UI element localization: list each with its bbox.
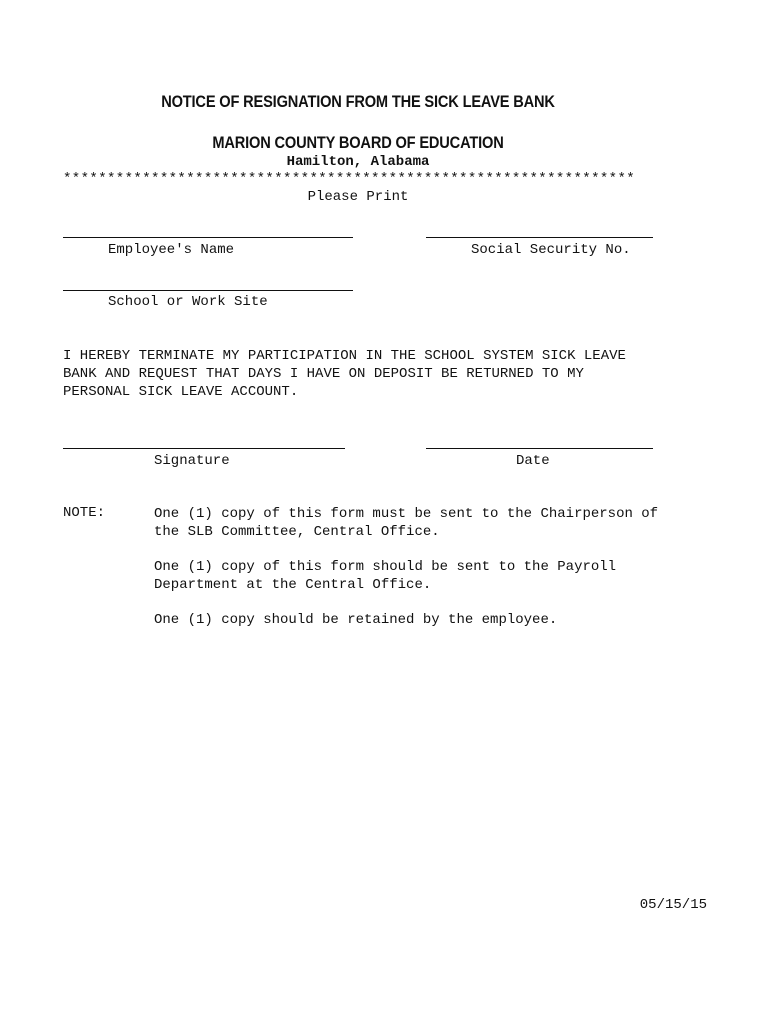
- organization-location: Hamilton, Alabama: [286, 154, 430, 170]
- date-line[interactable]: [426, 448, 653, 449]
- termination-statement: I HEREBY TERMINATE MY PARTICIPATION IN THE SCHOOL SYSTEM SICK LEAVE BANK AND REQUEST THAT DAYS I HAVE ON DEPOSIT BE RETURNED TO MY PERSONAL SICK LEAVE ACCOUNT.: [63, 348, 626, 400]
- print-instruction: Please Print: [307, 189, 409, 205]
- ssn-line[interactable]: [426, 237, 653, 238]
- note-heading: NOTE:: [63, 505, 106, 521]
- form-title: NOTICE OF RESIGNATION FROM THE SICK LEAVE BANK: [161, 92, 555, 111]
- note-item-employee: One (1) copy should be retained by the employee.: [154, 612, 558, 628]
- employee-name-line[interactable]: [63, 237, 353, 238]
- revision-date: 05/15/15: [639, 897, 707, 913]
- note-item-chairperson: One (1) copy of this form must be sent to the Chairperson of the SLB Committee, Central Office.: [154, 506, 659, 540]
- signature-label: Signature: [154, 453, 230, 469]
- employee-name-label: Employee's Name: [108, 242, 235, 258]
- date-label: Date: [516, 453, 550, 469]
- school-line[interactable]: [63, 290, 353, 291]
- school-label: School or Work Site: [108, 294, 268, 310]
- organization-name: MARION COUNTY BOARD OF EDUCATION: [212, 133, 504, 152]
- signature-line[interactable]: [63, 448, 345, 449]
- asterisk-separator: *****************************************************************: [63, 171, 636, 187]
- note-item-payroll: One (1) copy of this form should be sent to the Payroll Department at the Central Office.: [154, 559, 617, 593]
- ssn-label: Social Security No.: [471, 242, 631, 258]
